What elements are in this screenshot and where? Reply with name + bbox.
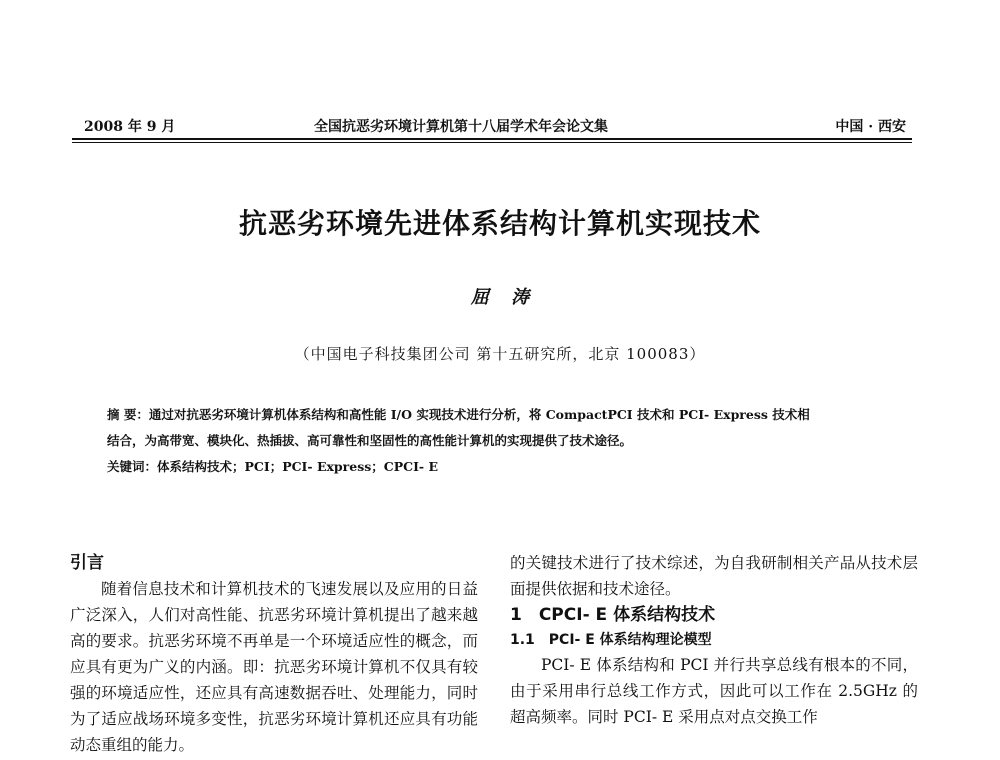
abstract-line-1 xyxy=(107,402,897,428)
paper-author: 屈 涛 xyxy=(470,287,530,308)
header-proceedings-title: 全国抗恶劣环境计算机第十八届学术年会论文集 xyxy=(314,119,608,135)
keywords-text: 体系结构技术；PCI；PCI- Express；CPCI- E xyxy=(157,459,438,474)
abstract-block xyxy=(107,402,897,480)
left-column xyxy=(70,550,478,758)
keywords-label: 关键词： xyxy=(107,459,158,474)
continuation-paragraph: 的关键技术进行了技术综述，为自我研制相关产品从技术层面提供依据和技术途径。 xyxy=(510,554,918,598)
header-date: 2008 年 9 月 xyxy=(84,119,176,135)
header-rule-thin xyxy=(72,142,912,143)
paper-affiliation: （中国电子科技集团公司 第十五研究所，北京 100083） xyxy=(294,345,706,363)
section-1-1-paragraph: PCI- E 体系结构和 PCI 并行共享总线有根本的不同，由于采用串行总线工作方式，因此可以工作在 2.5GHz 的超高频率。同时 PCI- E 采用点对点交换工作 xyxy=(510,656,918,726)
section-1-1-heading: 1.1 PCI- E 体系结构理论模型 xyxy=(510,632,712,648)
section-1-heading: 1 CPCI- E 体系结构技术 xyxy=(510,605,716,625)
intro-heading: 引言 xyxy=(70,553,104,573)
header-location: 中国 · 西安 xyxy=(835,119,906,135)
right-column xyxy=(510,550,918,730)
header-rule-thick xyxy=(72,138,912,140)
abstract-label: 摘 要： xyxy=(107,407,149,422)
abstract-line-2: 结合，为高带宽、模块化、热插拔、高可靠性和坚固性的高性能计算机的实现提供了技术途径。 xyxy=(107,433,633,448)
intro-paragraph: 随着信息技术和计算机技术的飞速发展以及应用的日益广泛深入，人们对高性能、抗恶劣环境计算机提出了越来越高的要求。抗恶劣环境不再单是一个环境适应性的概念，而应具有更为广义的内涵。即：抗恶劣环境计算机不仅具有较强的环境适应性，还应具有高速数据吞吐、处理能力，同时为了适应战场环境多变性，抗恶劣环境计算机还应具有功能动态重组的能力。 xyxy=(70,580,478,754)
keywords-line xyxy=(107,454,897,480)
abstract-text-1: 通过对抗恶劣环境计算机体系结构和高性能 I/O 实现技术进行分析，将 CompactPCI 技术和 PCI- Express 技术相 xyxy=(148,407,810,422)
paper-title: 抗恶劣环境先进体系结构计算机实现技术 xyxy=(238,207,761,240)
running-header xyxy=(84,116,906,136)
